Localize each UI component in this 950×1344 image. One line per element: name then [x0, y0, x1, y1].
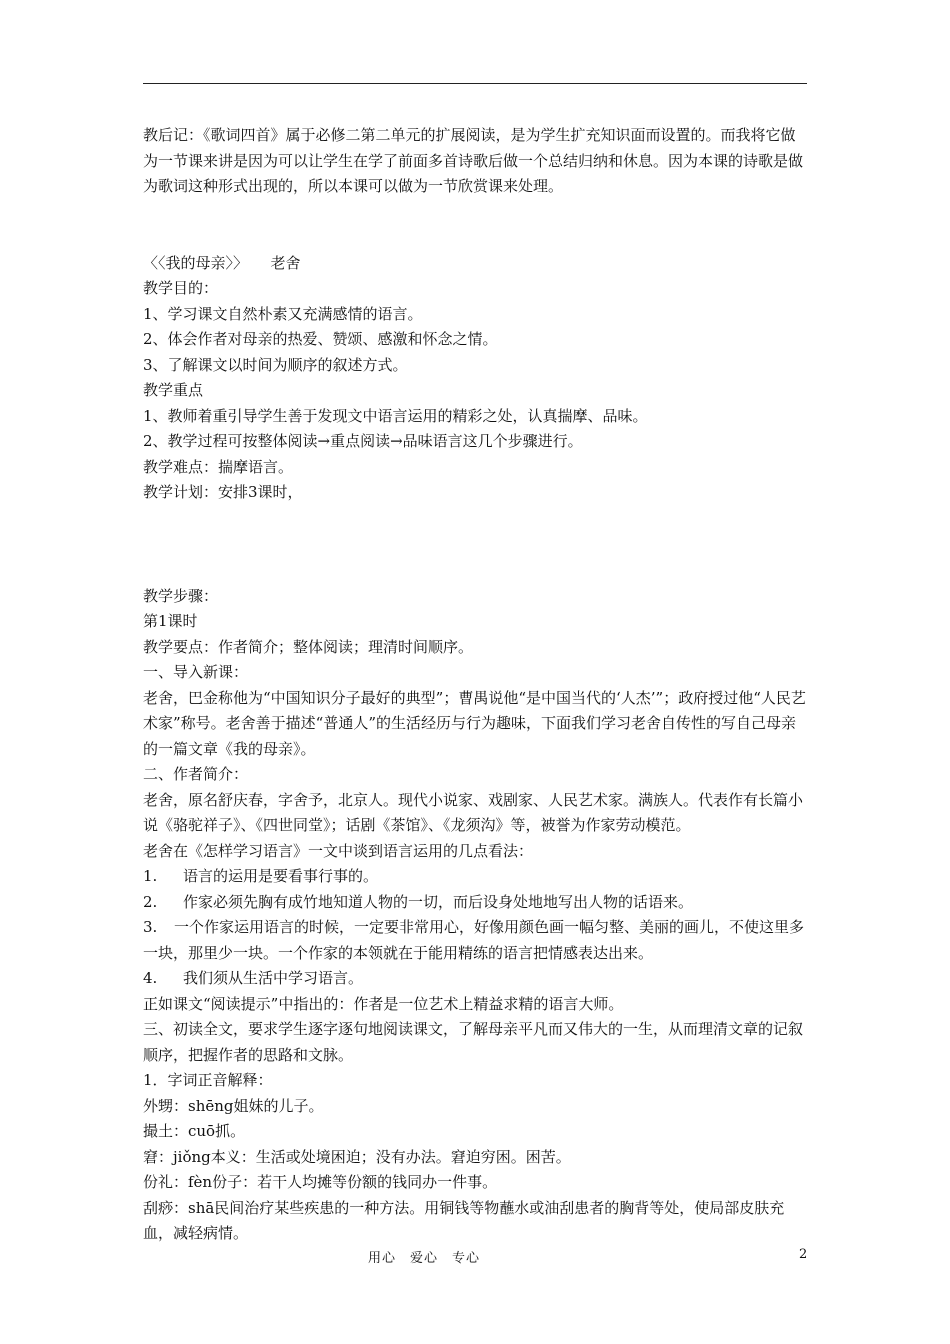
vocab-item: 撮土：cuō抓。	[143, 1122, 246, 1140]
language-point-number: 4.	[143, 969, 158, 987]
language-point-text: 作家必须先胸有成竹地知道人物的一切，而后设身处地地写出人物的话语来。	[183, 892, 694, 911]
plan-line: 教学计划：安排3课时，	[143, 483, 303, 501]
focus-item: 2、教学过程可按整体阅读→重点阅读→品味语言这几个步骤进行。	[143, 432, 583, 450]
language-point	[143, 864, 809, 890]
afterword-paragraph: 教后记：《歌词四首》属于必修二第二单元的扩展阅读，是为学生扩充知识面而设置的。而我将它做为一节课来讲是因为可以让学生在学了前面多首诗歌后做一个总结归纳和休息。因为本课的诗歌是做为歌词这种形式出现的，所以本课可以做为一节欣赏课来处理。	[143, 126, 804, 195]
section3-paragraph: 三、初读全文，要求学生逐字逐句地阅读课文，了解母亲平凡而又伟大的一生，从而理清文章的记叙顺序，把握作者的思路和文脉。	[143, 1020, 804, 1064]
objective-item: 1、学习课文自然朴素又充满感情的语言。	[143, 304, 423, 323]
language-intro: 老舍在《怎样学习语言》一文中谈到语言运用的几点看法：	[143, 841, 534, 860]
difficulty-line: 教学难点：揣摩语言。	[143, 457, 294, 476]
header-rule	[143, 83, 807, 84]
language-point-number: 2.	[143, 892, 158, 911]
footer-motto: 用心 爱心 专心	[368, 1251, 481, 1266]
document-body	[143, 123, 809, 1247]
vocab-item: 外甥：shēng姐妹的儿子。	[143, 1096, 324, 1115]
objective-item: 2、体会作者对母亲的热爱、赞颂、感激和怀念之情。	[143, 330, 498, 348]
objectives-heading: 教学目的：	[143, 279, 219, 297]
section1-heading: 一、导入新课：	[143, 663, 249, 681]
vocab-item: 窘：jiǒng本义：生活或处境困迫；没有办法。窘迫穷困。困苦。	[143, 1147, 571, 1166]
focus-heading: 教学重点	[143, 381, 204, 399]
language-point	[143, 890, 809, 916]
reading-tip-line: 正如课文“阅读提示”中指出的：作者是一位艺术上精益求精的语言大师。	[143, 994, 624, 1013]
language-point-text: 我们须从生活中学习语言。	[183, 969, 364, 987]
language-point	[143, 966, 809, 992]
language-point-number: 1.	[143, 867, 158, 885]
vocab-heading: 1．字词正音解释：	[143, 1071, 273, 1089]
vocab-item: 份礼：fèn份子：若干人均摊等份额的钱同办一件事。	[143, 1173, 498, 1191]
page-number: 2	[799, 1247, 808, 1262]
vocab-item: 刮痧：shā民间治疗某些疾患的一种方法。用铜钱等物蘸水或油刮患者的胸背等处，使局部皮肤充血，减轻病情。	[143, 1198, 785, 1242]
key-points-line: 教学要点：作者简介；整体阅读；理清时间顺序。	[143, 637, 474, 656]
objective-item: 3、了解课文以时间为顺序的叙述方式。	[143, 355, 408, 374]
section2-heading: 二、作者简介：	[143, 765, 249, 783]
period-heading: 第1课时	[143, 612, 198, 630]
steps-heading: 教学步骤：	[143, 586, 219, 605]
language-point	[143, 915, 809, 966]
section2-paragraph: 老舍，原名舒庆春，字舍予，北京人。现代小说家、戏剧家、人民艺术家。满族人。代表作有长篇小说《骆驼祥子》、《四世同堂》；话剧《茶馆》、《龙须沟》等，被誉为作家劳动模范。	[143, 790, 804, 834]
language-point-number: 3.	[143, 918, 158, 936]
language-point-text: 语言的运用是要看事行事的。	[183, 867, 379, 885]
focus-item: 1、教师着重引导学生善于发现文中语言运用的精彩之处，认真揣摩、品味。	[143, 406, 648, 425]
language-point-text: 一个作家运用语言的时候，一定要非常用心，好像用颜色画一幅匀整、美丽的画儿，不使这里多一块，那里少一块。一个作家的本领就在于能用精练的语言把情感表达出来。	[143, 918, 805, 962]
lesson-title: 〈〈我的母亲〉〉 老舍	[143, 253, 301, 272]
section1-paragraph: 老舍，巴金称他为“中国知识分子最好的典型”；曹禺说他“是中国当代的‘人杰’”；政府授过他“人民艺术家”称号。老舍善于描述“普通人”的生活经历与行为趣味，下面我们学习老舍自传性的写自己母亲的一篇文章《我的母亲》。	[143, 688, 806, 758]
